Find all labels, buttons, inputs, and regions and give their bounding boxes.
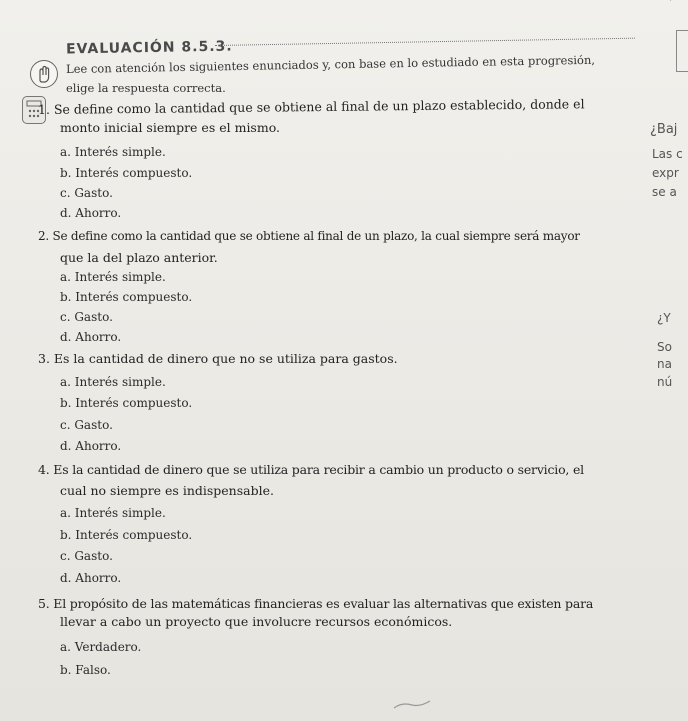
corner-stroke [670,0,685,1]
evaluation-title: EVALUACIÓN 8.5.3. [65,38,233,58]
q2-option-c[interactable]: c. Gasto. [60,310,113,324]
question-2-text: 2. Se define como la cantidad que se obtiene al final de un plazo, la cual siempre será mayor [38,229,580,243]
intro-line-2: elige la respuesta correcta. [66,81,226,95]
q1-option-b[interactable]: b. Interés compuesto. [60,166,193,180]
q3-option-c[interactable]: c. Gasto. [60,418,113,432]
side-fragment-5: ¿Y [657,311,671,325]
question-2-text-cont: que la del plazo anterior. [60,250,218,265]
pencil-scribble [392,700,432,710]
question-5-text-cont: llevar a cabo un proyecto que involucre recursos económicos. [60,614,453,629]
q3-option-a[interactable]: a. Interés simple. [60,375,166,389]
q5-option-a[interactable]: a. Verdadero. [60,640,142,654]
question-1-text: 1. Se define como la cantidad que se obtiene al final de un plazo establecido, donde el [37,96,585,117]
q4-option-d[interactable]: d. Ahorro. [60,571,122,585]
side-fragment-1: ¿Baj [650,122,678,137]
q3-option-d[interactable]: d. Ahorro. [60,439,122,453]
side-fragment-2: Las c [652,147,683,161]
side-fragment-4: se a [652,185,677,199]
question-3-text: 3. Es la cantidad de dinero que no se utiliza para gastos. [38,351,398,366]
question-4-text: 4. Es la cantidad de dinero que se utiliza para recibir a cambio un producto o servicio, el [38,462,584,477]
q1-option-c[interactable]: c. Gasto. [60,186,113,200]
question-4-text-cont: cual no siempre es indispensable. [60,483,274,498]
q2-option-a[interactable]: a. Interés simple. [60,270,166,284]
q1-option-a[interactable]: a. Interés simple. [60,145,166,159]
question-1-text-cont: monto inicial siempre es el mismo. [60,120,280,135]
q4-option-b[interactable]: b. Interés compuesto. [60,528,193,542]
q4-option-c[interactable]: c. Gasto. [60,549,113,563]
question-5-text: 5. El propósito de las matemáticas financieras es evaluar las alternativas que existen para [38,596,594,611]
side-fragment-6: So [657,340,672,354]
side-fragment-8: nú [657,375,673,389]
q3-option-b[interactable]: b. Interés compuesto. [60,396,193,410]
intro-line-1: Lee con atención los siguientes enunciados y, con base en lo estudiado en esta progresión, [65,52,596,76]
q2-option-b[interactable]: b. Interés compuesto. [60,290,193,304]
title-dotted-line [215,38,635,46]
page-corner-frame [676,30,688,72]
q4-option-a[interactable]: a. Interés simple. [60,506,166,520]
side-fragment-7: na [657,357,672,371]
q5-option-b[interactable]: b. Falso. [60,663,111,677]
q2-option-d[interactable]: d. Ahorro. [60,330,122,344]
side-fragment-3: expr [652,166,679,180]
q1-option-d[interactable]: d. Ahorro. [60,206,122,220]
hand-icon [30,60,58,88]
